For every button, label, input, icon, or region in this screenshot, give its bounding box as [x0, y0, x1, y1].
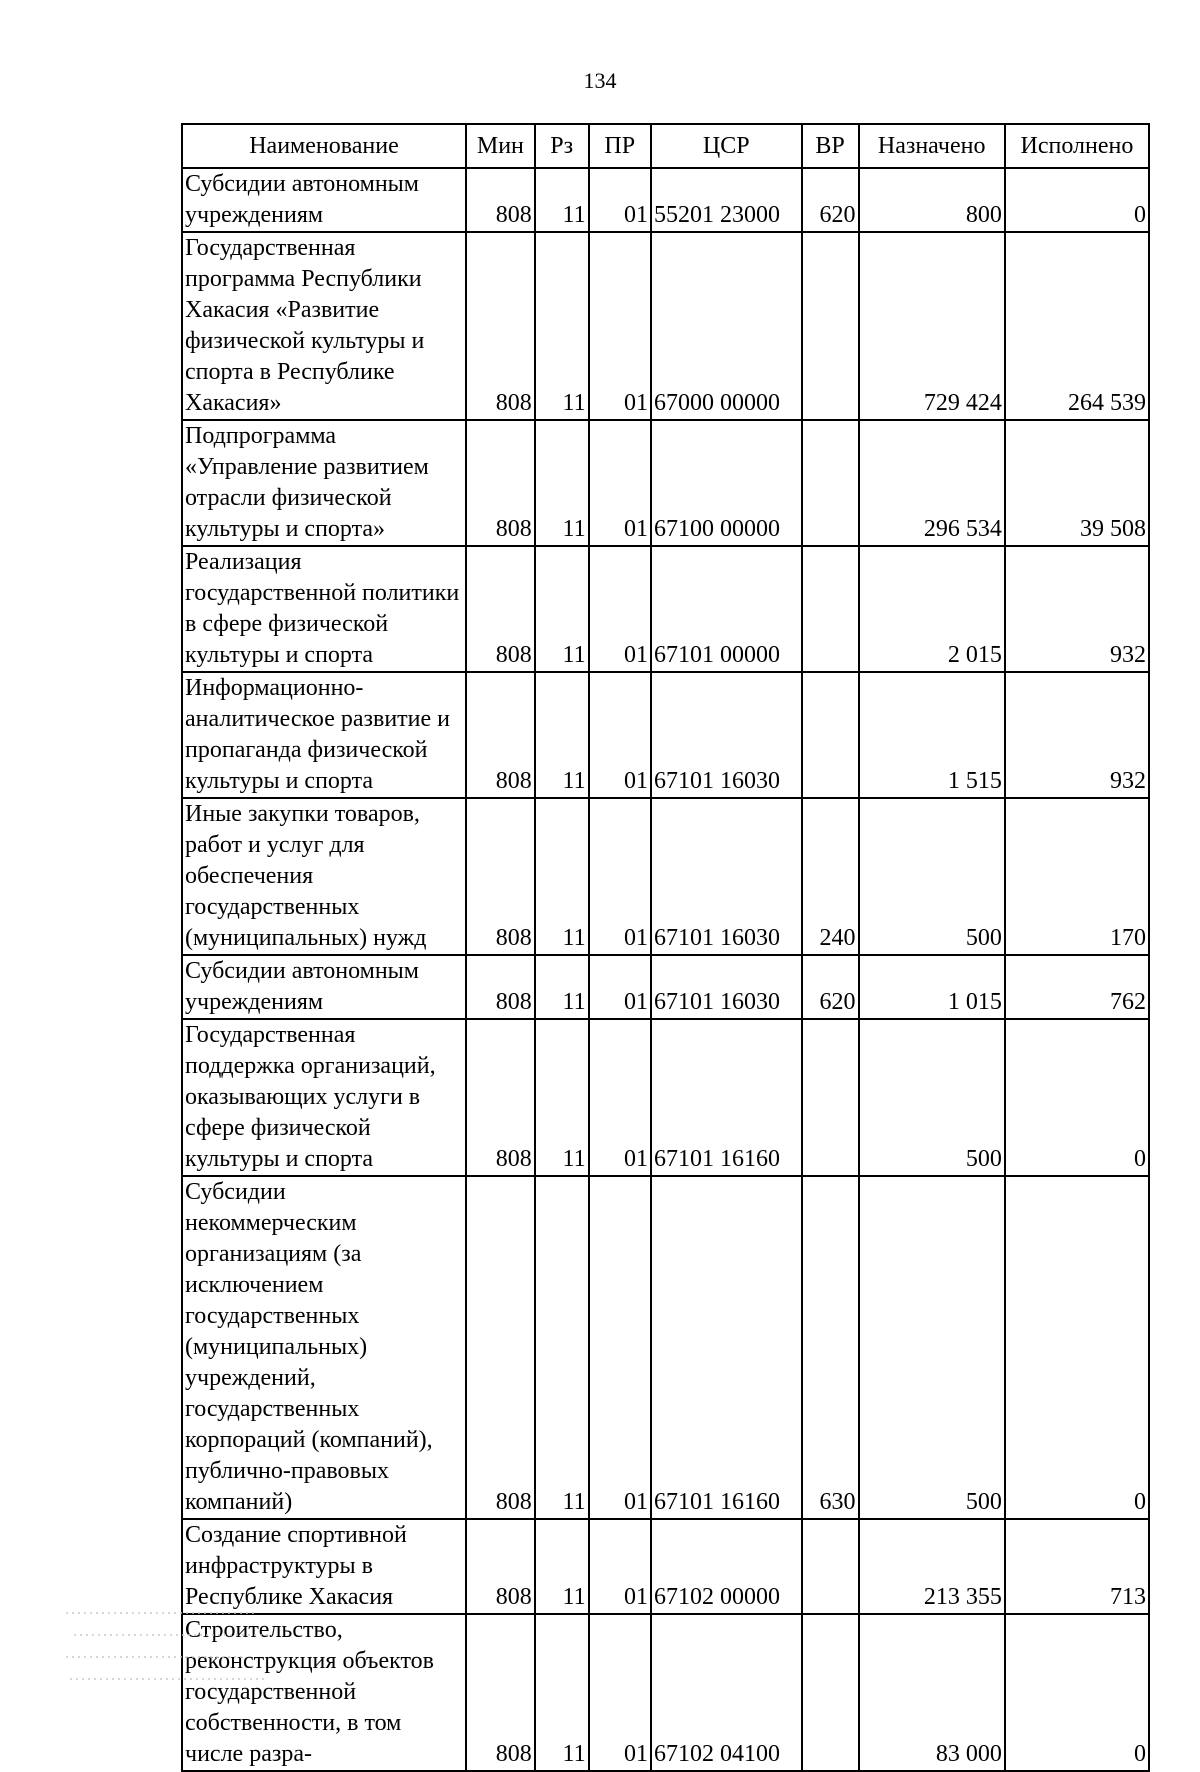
- row-rz: 11: [535, 1614, 589, 1771]
- row-name: Создание спортивной инфраструктуры в Республике Хакасия: [182, 1519, 466, 1614]
- row-executed: 713: [1005, 1519, 1149, 1614]
- header-min: Мин: [466, 124, 535, 168]
- row-assigned: 83 000: [859, 1614, 1005, 1771]
- row-csr: 55201 23000: [651, 168, 802, 232]
- row-rz: 11: [535, 546, 589, 672]
- row-assigned: 800: [859, 168, 1005, 232]
- row-vr: [802, 420, 859, 546]
- row-min: 808: [466, 1176, 535, 1519]
- row-min: 808: [466, 1614, 535, 1771]
- row-pr: 01: [589, 955, 651, 1019]
- row-name: Информационно-аналитическое развитие и пропаганда физической культуры и спорта: [182, 672, 466, 798]
- row-pr: 01: [589, 1519, 651, 1614]
- scan-noise-mark: [64, 1605, 274, 1695]
- row-csr: 67000 00000: [651, 232, 802, 420]
- header-rz: Рз: [535, 124, 589, 168]
- row-name: Государственная программа Республики Хакасия «Развитие физической культуры и спорта в Республике Хакасия»: [182, 232, 466, 420]
- header-csr: ЦСР: [651, 124, 802, 168]
- row-assigned: 2 015: [859, 546, 1005, 672]
- row-rz: 11: [535, 232, 589, 420]
- row-vr: 240: [802, 798, 859, 955]
- header-name: Наименование: [182, 124, 466, 168]
- row-executed: 264 539: [1005, 232, 1149, 420]
- row-min: 808: [466, 798, 535, 955]
- header-vr: ВР: [802, 124, 859, 168]
- row-executed: 170: [1005, 798, 1149, 955]
- row-min: 808: [466, 420, 535, 546]
- row-executed: 0: [1005, 1614, 1149, 1771]
- row-csr: 67101 16160: [651, 1019, 802, 1176]
- table-row: [182, 1019, 1149, 1176]
- row-rz: 11: [535, 955, 589, 1019]
- row-pr: 01: [589, 232, 651, 420]
- row-csr: 67101 00000: [651, 546, 802, 672]
- row-pr: 01: [589, 420, 651, 546]
- table-row: [182, 420, 1149, 546]
- row-pr: 01: [589, 1019, 651, 1176]
- row-assigned: 1 015: [859, 955, 1005, 1019]
- row-vr: [802, 232, 859, 420]
- row-pr: 01: [589, 168, 651, 232]
- row-min: 808: [466, 546, 535, 672]
- table-header-row: [182, 124, 1149, 168]
- row-assigned: 500: [859, 798, 1005, 955]
- row-name: Субсидии автономным учреждениям: [182, 955, 466, 1019]
- row-vr: [802, 1614, 859, 1771]
- row-csr: 67102 04100: [651, 1614, 802, 1771]
- row-vr: [802, 546, 859, 672]
- table-row: [182, 232, 1149, 420]
- row-pr: 01: [589, 798, 651, 955]
- header-pr: ПР: [589, 124, 651, 168]
- row-rz: 11: [535, 672, 589, 798]
- row-csr: 67101 16030: [651, 955, 802, 1019]
- header-executed: Исполнено: [1005, 124, 1149, 168]
- header-assigned: Назначено: [859, 124, 1005, 168]
- table-row: [182, 798, 1149, 955]
- row-min: 808: [466, 232, 535, 420]
- row-name: Субсидии автономным учреждениям: [182, 168, 466, 232]
- page-number: 134: [583, 68, 617, 93]
- table-row: [182, 168, 1149, 232]
- row-name: Государственная поддержка организаций, оказывающих услуги в сфере физической культуры и спорта: [182, 1019, 466, 1176]
- row-rz: 11: [535, 420, 589, 546]
- row-vr: [802, 672, 859, 798]
- row-pr: 01: [589, 1176, 651, 1519]
- row-pr: 01: [589, 546, 651, 672]
- row-name: Субсидии некоммерческим организациям (за исключением государственных (муниципальных) учреждений, государственных корпораций (компаний), публично-правовых компаний): [182, 1176, 466, 1519]
- row-min: 808: [466, 672, 535, 798]
- row-executed: 0: [1005, 168, 1149, 232]
- table-row: [182, 1176, 1149, 1519]
- row-assigned: 296 534: [859, 420, 1005, 546]
- row-executed: 932: [1005, 672, 1149, 798]
- row-pr: 01: [589, 1614, 651, 1771]
- row-name: Строительство, реконструкция объектов государственной собственности, в том числе разра-: [182, 1614, 466, 1771]
- row-executed: 762: [1005, 955, 1149, 1019]
- row-executed: 932: [1005, 546, 1149, 672]
- row-name: Иные закупки товаров, работ и услуг для обеспечения государственных (муниципальных) нужд: [182, 798, 466, 955]
- row-name: Подпрограмма «Управление развитием отрасли физической культуры и спорта»: [182, 420, 466, 546]
- row-executed: 39 508: [1005, 420, 1149, 546]
- row-rz: 11: [535, 1176, 589, 1519]
- row-assigned: 213 355: [859, 1519, 1005, 1614]
- row-csr: 67102 00000: [651, 1519, 802, 1614]
- table-row: [182, 1519, 1149, 1614]
- row-csr: 67100 00000: [651, 420, 802, 546]
- row-assigned: 500: [859, 1019, 1005, 1176]
- row-vr: [802, 1519, 859, 1614]
- row-executed: 0: [1005, 1019, 1149, 1176]
- table-row: [182, 672, 1149, 798]
- row-rz: 11: [535, 1019, 589, 1176]
- row-vr: 630: [802, 1176, 859, 1519]
- row-pr: 01: [589, 672, 651, 798]
- row-min: 808: [466, 955, 535, 1019]
- row-name: Реализация государственной политики в сфере физической культуры и спорта: [182, 546, 466, 672]
- row-assigned: 500: [859, 1176, 1005, 1519]
- row-rz: 11: [535, 798, 589, 955]
- row-rz: 11: [535, 168, 589, 232]
- table-row: [182, 1614, 1149, 1771]
- table-row: [182, 546, 1149, 672]
- row-vr: 620: [802, 955, 859, 1019]
- row-min: 808: [466, 168, 535, 232]
- row-min: 808: [466, 1519, 535, 1614]
- row-vr: 620: [802, 168, 859, 232]
- budget-table: [181, 123, 1150, 1772]
- row-assigned: 1 515: [859, 672, 1005, 798]
- row-executed: 0: [1005, 1176, 1149, 1519]
- row-rz: 11: [535, 1519, 589, 1614]
- row-csr: 67101 16030: [651, 798, 802, 955]
- row-min: 808: [466, 1019, 535, 1176]
- row-assigned: 729 424: [859, 232, 1005, 420]
- table-row: [182, 955, 1149, 1019]
- row-vr: [802, 1019, 859, 1176]
- row-csr: 67101 16030: [651, 672, 802, 798]
- row-csr: 67101 16160: [651, 1176, 802, 1519]
